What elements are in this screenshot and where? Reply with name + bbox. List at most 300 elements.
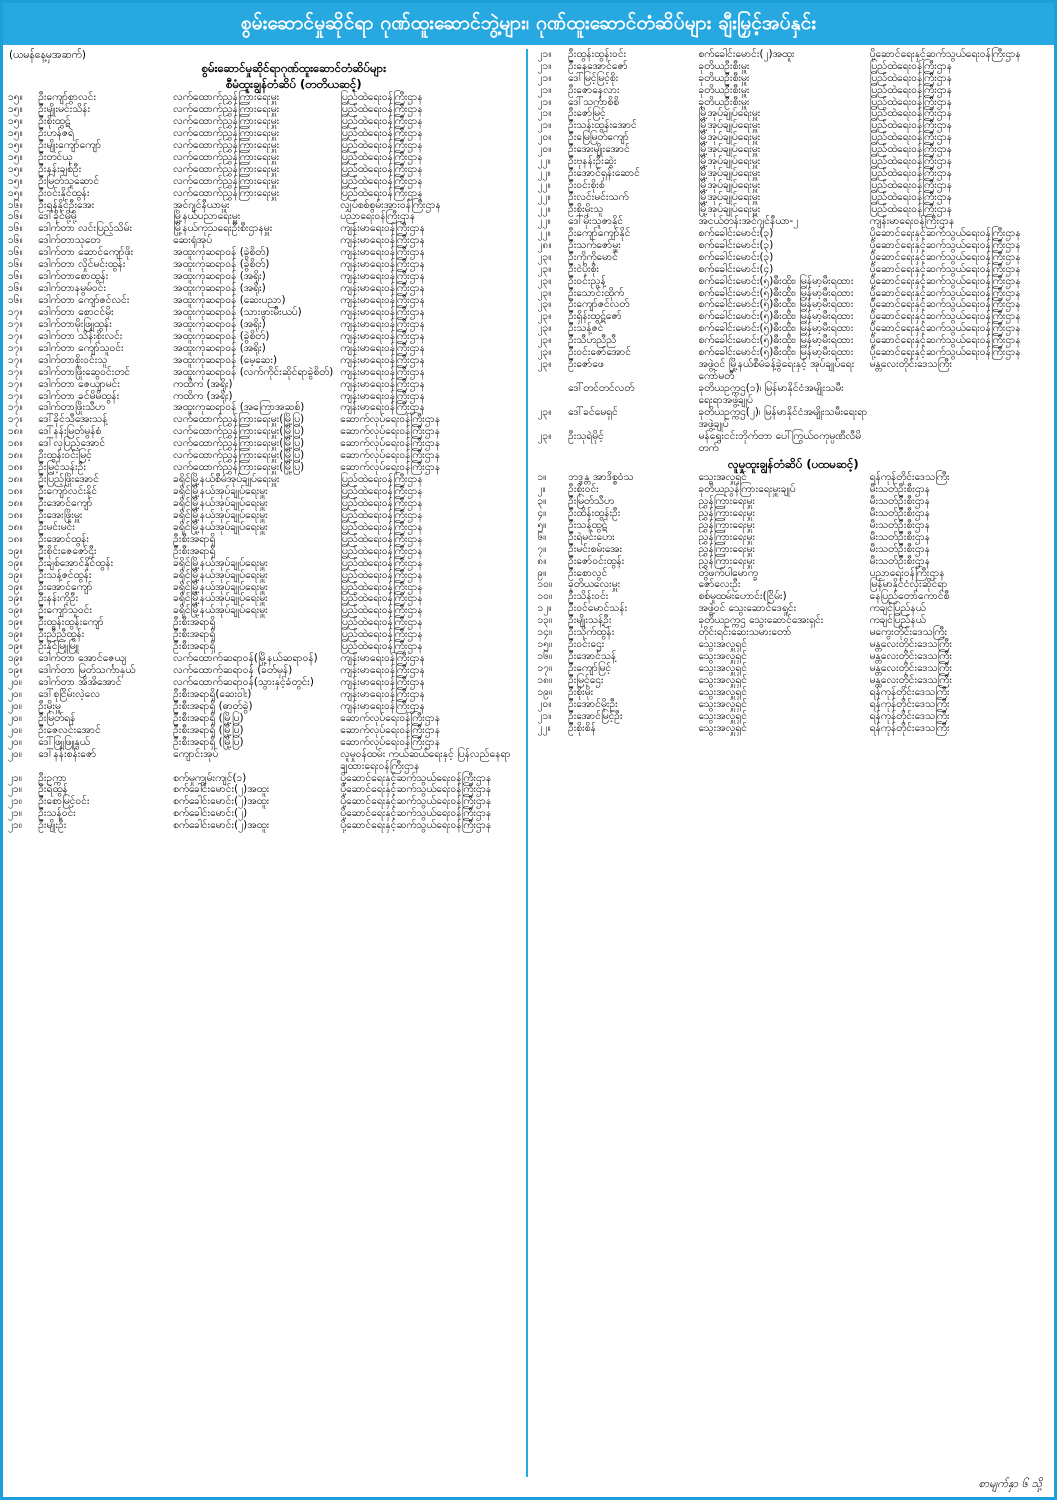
recipient-department: မီးသတ်ဦးစီးဌာန bbox=[869, 542, 931, 555]
row-number: ၁၀။ bbox=[537, 590, 553, 603]
recipient-name: ဒေါက်တာ စောငင်မိုး bbox=[38, 305, 114, 318]
table-row bbox=[8, 725, 520, 737]
table-row bbox=[538, 723, 1050, 735]
table-row bbox=[538, 192, 1050, 204]
row-number: ၂။ bbox=[537, 482, 546, 495]
recipient-department: ပြည်ထဲရေးဝန်ကြီးဌာန bbox=[869, 131, 953, 144]
recipient-name: ဦးမျိုးသန့်ဦး bbox=[568, 614, 612, 627]
recipient-name: ဦးသန့်ဇင် bbox=[568, 322, 604, 335]
recipient-position: ခရိုင်မြို့နယ်အုပ်ချုပ်ရေးမှူး bbox=[173, 580, 268, 593]
recipient-name: ဦးအေးဖြိုးမှူး bbox=[38, 508, 83, 521]
row-number: ၂၃။ bbox=[537, 310, 552, 323]
recipient-department: ကျန်းမာရေးဝန်ကြီးဌာန bbox=[340, 317, 425, 330]
recipient-position: စက်ခေါင်းမောင်း(၅)ဓီးထိုး၊ မြန်မာ့မီးရထား bbox=[698, 310, 854, 323]
row-number: ၁၅။ bbox=[537, 638, 553, 651]
recipient-name: ဦးဝင်းနိုင်ထွန်း bbox=[38, 186, 90, 199]
recipient-position: စက်ခေါင်းမောင်း(၃) bbox=[698, 226, 774, 239]
recipient-position: စက်ခေါင်းမောင်း(၅)ဓီးထိုး၊ မြန်မာ့မီးရထား bbox=[698, 286, 854, 299]
recipient-position: စက်ခေါင်းမောင်း(၂)အထူး bbox=[173, 783, 270, 796]
recipient-department: ပြည်ထဲရေးဝန်ကြီးဌာန bbox=[869, 95, 953, 108]
row-number: ၁၇။ bbox=[8, 329, 23, 342]
recipient-department: ကျန်းမာရေးဝန်ကြီးဌာန bbox=[340, 365, 425, 378]
recipient-name: ဦးကျော်သူဝင်း bbox=[38, 604, 93, 617]
recipient-position: ခုတိယဦးစီးမှူး bbox=[698, 71, 750, 84]
table-row bbox=[538, 484, 1050, 496]
recipient-name: ဦးနန်းချစ်ဦး bbox=[38, 162, 82, 175]
recipient-name: ဒေါ်ခိုင်သီအေးသန့် bbox=[38, 413, 108, 426]
recipient-name: ဦးကျော်လင်းနိုင် bbox=[38, 485, 98, 498]
row-number: ၂၂။ bbox=[537, 167, 551, 180]
recipient-position: ခရိုင်မြို့နယ်အုပ်ချုပ်ရေးမှူး bbox=[173, 592, 268, 605]
recipient-position: ခရိုင်မြို့နယ်အုပ်ချုပ်ရေးမှူး bbox=[173, 556, 268, 569]
recipient-position: စက်ခေါင်းမောင်း(၅)ဓီးထိုး၊ မြန်မာ့မီးရထား bbox=[698, 274, 854, 287]
recipient-name: ဒေါက်တာဖြိုးသီဟ bbox=[38, 401, 106, 414]
row-number: ၂၀။ bbox=[8, 687, 22, 700]
recipient-position: အထူးကုဆရာဝန် (အရိုး) bbox=[173, 282, 266, 295]
recipient-department: ရန်ကုန်တိုင်းဒေသကြီး bbox=[869, 721, 950, 734]
recipient-position: လက်ထောက်ဆရာဝန် (ခတ်မှန်) bbox=[173, 664, 293, 677]
recipient-name: ဒေါက်တာဖြိုးဆွေဝင်းတင် bbox=[38, 365, 131, 378]
recipient-position: မြို့အုပ်ချုပ်ရေးမှူး bbox=[698, 143, 761, 156]
recipient-position: သွေးအလှူရှင် bbox=[698, 709, 747, 722]
recipient-department: ပို့ဆောင်ရေးနှင့်ဆက်သွယ်ရေးဝန်ကြီးဌာန bbox=[869, 250, 1021, 263]
row-number: ၁၆။ bbox=[537, 650, 553, 663]
recipient-department: ရန်ကုန်တိုင်းဒေသကြီး bbox=[869, 697, 950, 710]
recipient-name: ဦးမျိုးဦး bbox=[38, 819, 67, 832]
recipient-position: ဦးစီးအရာရှိ (မြို့ပြ) bbox=[173, 711, 244, 724]
recipient-department: လျှပ်စစ်စွမ်းအားဝန်ကြီးဌာန bbox=[340, 198, 441, 211]
recipient-position: အထူးကုဆရာဝန် (လက်ကိုင်းဆိုင်ရာခွဲစိတ်) bbox=[173, 365, 334, 378]
recipient-position: အထူးကုဆရာဝန် (အရိုး) bbox=[173, 341, 266, 354]
row-number: ၁၈။ bbox=[8, 425, 23, 438]
row-number: ၁၀။ bbox=[537, 578, 553, 591]
recipient-position: လက်ထောက်ညွှန်ကြားရေးမှူး(မြို့ပြ) bbox=[173, 413, 305, 426]
recipient-name: ဦးစိုးမိုး bbox=[568, 685, 594, 698]
table-row bbox=[8, 522, 520, 534]
table-row bbox=[8, 152, 520, 164]
recipient-name: ဒေါ်လှပြည့်အောင် bbox=[38, 437, 106, 450]
recipient-department: ကျန်းမာရေးဝန်ကြီးဌာန bbox=[340, 258, 425, 271]
recipient-department: ပြည်ထဲရေးဝန်ကြီးဌာန bbox=[340, 114, 423, 127]
recipient-department: ဆောက်လုပ်ရေးဝန်ကြီးဌာန bbox=[340, 711, 441, 724]
recipient-department: ကျန်းမာရေးဝန်ကြီးဌာန bbox=[340, 687, 425, 700]
recipient-department: မကွေးတိုင်းဒေသကြီး bbox=[869, 626, 948, 639]
recipient-department: မန္တလေးတိုင်းဒေသကြီး bbox=[869, 358, 953, 371]
table-row bbox=[538, 359, 1050, 383]
row-number: ၁၇။ bbox=[8, 401, 23, 414]
recipient-name: ဦးတင်ယု bbox=[38, 150, 73, 163]
row-number: ၁၈။ bbox=[8, 461, 23, 474]
row-number: ၁၉။ bbox=[8, 604, 23, 617]
recipient-department: ကျန်းမာရေးဝန်ကြီးဌာန bbox=[340, 305, 425, 318]
recipient-position: ဦးစီးအရာရှိ bbox=[173, 628, 216, 641]
continuation-note: (ယမန်နေ့မှအဆက်) bbox=[9, 48, 87, 61]
recipient-department: ကျန်းမာရေးဝန်ကြီးဌာန bbox=[340, 294, 425, 307]
table-row bbox=[538, 168, 1050, 180]
recipient-position: ဦးစီးအရာရှိ bbox=[173, 616, 216, 629]
recipient-name: ဦးကိုကိုမောင် bbox=[568, 250, 618, 263]
recipient-position: စက်ခေါင်းမောင်း(၂)အထူး bbox=[698, 47, 795, 60]
recipient-department: ကျန်းမာရေးဝန်ကြီးဌာန bbox=[340, 389, 425, 402]
table-row bbox=[8, 367, 520, 379]
recipient-position: လက်ထောက်ညွှန်ကြားရေးမှူး bbox=[173, 114, 280, 127]
recipient-department: ကျန်းမာရေးဝန်ကြီးဌာန bbox=[340, 664, 425, 677]
row-number: ၁၇။ bbox=[8, 317, 23, 330]
row-number: ၁၆။ bbox=[8, 270, 23, 283]
recipient-department: မန္တလေးတိုင်းဒေသကြီး bbox=[869, 662, 953, 675]
table-row bbox=[8, 140, 520, 152]
row-number: ၃။ bbox=[537, 494, 547, 507]
recipient-department: မီးသတ်ဦးစီးဌာန bbox=[869, 482, 931, 495]
row-number: ၂၀။ bbox=[537, 131, 552, 144]
table-row bbox=[538, 252, 1050, 264]
recipient-department: ကျန်းမာရေးဝန်ကြီးဌာန bbox=[340, 341, 425, 354]
recipient-department: မန္တလေးတိုင်းဒေသကြီး bbox=[869, 638, 953, 651]
table-row bbox=[8, 629, 520, 641]
recipient-name: ဦးမြင့်ဌေး bbox=[568, 673, 604, 686]
table-row bbox=[8, 379, 520, 391]
recipient-name: ဦးသိုက်ထွန်း bbox=[568, 626, 615, 639]
recipient-position: လက်ထောက်ညွှန်ကြားရေးမှူး(မြို့ပြ) bbox=[173, 425, 305, 438]
row-number: ၁၆။ bbox=[8, 246, 23, 259]
recipient-department: ပို့ဆောင်ရေးနှင့်ဆက်သွယ်ရေးဝန်ကြီးဌာန bbox=[869, 262, 1021, 275]
recipient-department: ပို့ဆောင်ရေးနှင့်ဆက်သွယ်ရေးဝန်ကြီးဌာန bbox=[869, 47, 1021, 60]
recipient-department bbox=[870, 431, 1049, 455]
recipient-position: စက်ခေါင်းမောင်း(၂)အထူး bbox=[173, 819, 270, 832]
recipient-position: ဇော်လေးဦး bbox=[698, 578, 741, 591]
recipient-name: ဦးထိန်းထွန်းဦး bbox=[568, 506, 621, 519]
table-row bbox=[538, 615, 1050, 627]
recipient-department: ပညာရေးဝန်ကြီးဌာန bbox=[869, 566, 945, 579]
recipient-department: ပြည်ထဲရေးဝန်ကြီးဌာန bbox=[340, 126, 423, 139]
recipient-name: ဦးအေးမျိုးအောင် bbox=[568, 143, 630, 156]
recipient-position: ဆေးရုံအုပ် bbox=[173, 234, 213, 247]
recipient-name: ဦးအောင်ကျော် bbox=[38, 580, 93, 593]
recipient-name: ဦးထွန်းထွန်းဝင်း bbox=[568, 47, 627, 60]
row-number: ၇။ bbox=[537, 542, 547, 555]
row-number: ၁၅။ bbox=[8, 103, 23, 116]
recipient-position: ကျောင်းအုပ် bbox=[173, 747, 219, 760]
recipient-department: ပြည်ထဲရေးဝန်ကြီးဌာန bbox=[340, 508, 423, 521]
recipient-name: ဒေါက်တာ လင်းပြည့်သိမ်း bbox=[38, 222, 133, 235]
recipient-position: ခုတိယဦးစီးမှူး bbox=[698, 95, 750, 108]
recipient-position: လက်ထောက်ညွှန်ကြားရေးမှူး bbox=[173, 138, 280, 151]
table-row bbox=[538, 228, 1050, 240]
recipient-position: ခရိုင်မြို့နယ်အုပ်ချုပ်ရေးမှူး bbox=[173, 508, 268, 521]
recipient-name: ဦးသန်းထွန်းအောင် bbox=[568, 119, 637, 132]
row-number: ၁၆။ bbox=[8, 234, 23, 247]
recipient-department: ကချင်ပြည်နယ် bbox=[869, 602, 926, 615]
recipient-position: ခရိုင်မြို့နယ်အုပ်ချုပ်ရေးမှူး bbox=[173, 520, 268, 533]
recipient-department: မြန်မာနိုင်ငံလုံးဆိုင်ရာ bbox=[869, 578, 948, 591]
row-number: ၂၀။ bbox=[537, 697, 552, 710]
table-row bbox=[8, 188, 520, 200]
recipient-position: တိုင်းရင်းဆေးသမားတော် bbox=[698, 626, 792, 639]
recipient-name: ဦးမြတ်သူဆောင် bbox=[38, 174, 100, 187]
recipient-name: ဒေါက်တာစိုးဝင်းသူ bbox=[38, 353, 108, 366]
row-number: ၂၁။ bbox=[537, 59, 552, 72]
recipient-department: ပြည်ထဲရေးဝန်ကြီးဌာန bbox=[340, 186, 423, 199]
recipient-department: ဆောက်လုပ်ရေးဝန်ကြီးဌာန bbox=[340, 413, 441, 426]
row-number: ၉။ bbox=[537, 566, 547, 579]
recipient-position: ညွှန်ကြားရေးမှူး bbox=[698, 530, 756, 543]
recipient-position: အဖွဲ့ဝင် မြို့နယ်စီမံခန့်ခွဲရေးနှင့် အုပ်ချုပ်ရေးကော်မတီ bbox=[698, 358, 855, 383]
recipient-name: ဒေါက်တာသုတေ bbox=[38, 234, 101, 247]
recipient-position: ညွှန်ကြားရေးမှူး bbox=[698, 506, 756, 519]
awards-table-left bbox=[8, 92, 520, 832]
recipient-position: လက်ထောက်ညွှန်ကြားရေးမှူး bbox=[173, 174, 280, 187]
recipient-position: သွေးအလှူရှင် bbox=[698, 697, 747, 710]
recipient-name: ဦးစောလွင် bbox=[568, 566, 608, 579]
recipient-position: မြို့နယ်ကုသရေးဦးစီးဌာနမှူး bbox=[173, 222, 273, 235]
recipient-department: ပြည်ထဲရေးဝန်ကြီးဌာန bbox=[340, 138, 423, 151]
recipient-name: ဘဒ္ဒန္တ အာဒိစ္စဝံသ bbox=[568, 471, 634, 484]
recipient-position: ခရိုင်မြို့နယ်အုပ်ချုပ်ရေးမှူး bbox=[173, 485, 268, 498]
recipient-department: ရန်ကုန်တိုင်းဒေသကြီး bbox=[869, 471, 950, 484]
recipient-position: လက်ထောက်ညွှန်ကြားရေးမှူး bbox=[173, 162, 280, 175]
recipient-position: သွေးအလှူရှင် bbox=[698, 685, 747, 698]
recipient-name: ဒေါ်ခင်မေရှင် bbox=[568, 405, 618, 418]
recipient-department: ပြည်ထဲရေးဝန်ကြီးဌာန bbox=[340, 174, 423, 187]
table-row bbox=[538, 97, 1050, 109]
recipient-department: ကျန်းမာရေးဝန်ကြီးဌာန bbox=[340, 652, 425, 665]
recipient-department: ပြည်ထဲရေးဝန်ကြီးဌာန bbox=[869, 59, 953, 72]
recipient-department: ပို့ဆောင်ရေးနှင့်ဆက်သွယ်ရေးဝန်ကြီးဌာန bbox=[869, 226, 1021, 239]
recipient-position: မြို့အုပ်ချုပ်ရေးမှူး bbox=[698, 107, 761, 120]
recipient-position: ခုတိယဥက္ကဌ(၂)၊ မြန်မာနိုင်ငံအမျိုးသမီးရေးရာအဖွဲ့ချုပ် bbox=[698, 405, 868, 430]
row-number: ၁၈။ bbox=[8, 437, 23, 450]
recipient-position: မြို့အုပ်ချုပ်ရေးမှူး bbox=[698, 131, 761, 144]
recipient-position: ဦးစီးအရာရှိ (ဓာတ်ခွဲ) bbox=[173, 699, 253, 712]
recipient-position: ခုတိယဦးစီးမှူး bbox=[698, 59, 750, 72]
row-number: ၁၃။ bbox=[537, 614, 553, 627]
row-number: ၂၃။ bbox=[537, 250, 552, 263]
recipient-name: ဦးဥက္ကာ bbox=[38, 771, 67, 784]
row-number: ၁၆။ bbox=[8, 222, 23, 235]
recipient-name: ဒေါ်ခိုင်မို့မို့ bbox=[38, 210, 77, 223]
recipient-position: အဖွဲ့ဝင် သွေးဆောင်ဒေရှုင်း bbox=[698, 602, 797, 615]
recipient-position: စက်ခေါင်းမောင်း(၅)ဓီးထိုး၊ မြန်မာ့မီးရထား bbox=[698, 322, 854, 335]
recipient-name: ဦးနိုင်မြူမြူ bbox=[38, 640, 79, 653]
recipient-name: ခုတိယလေးမှူး bbox=[568, 578, 621, 591]
row-number: ၁၉။ bbox=[8, 616, 23, 629]
row-number: ၂၀။ bbox=[537, 143, 552, 156]
recipient-department: မီးသတ်ဦးစီးဌာန bbox=[869, 530, 931, 543]
recipient-department: ပြည်ထဲရေးဝန်ကြီးဌာန bbox=[340, 473, 423, 486]
recipient-department: ပို့ဆောင်ရေးနှင့်ဆက်သွယ်ရေးဝန်ကြီးဌာန bbox=[869, 298, 1021, 311]
recipient-department: ကျန်းမာရေးဝန်ကြီးဌာန bbox=[340, 676, 425, 689]
recipient-position: စက်ခေါင်းမောင်း(၂)အထူး bbox=[173, 795, 270, 808]
recipient-position: ဦးစီးအရာရှိ bbox=[173, 532, 216, 545]
recipient-position: လက်ထောက်ညွှန်ကြားရေးမှူး bbox=[173, 103, 280, 116]
row-number: ၁၅။ bbox=[8, 91, 23, 104]
recipient-name: ဦးထွန်းဝင်းမြင့် bbox=[38, 449, 92, 462]
recipient-name: ဦးသောင်းထိုက် bbox=[568, 286, 625, 299]
recipient-position: ဦးစီးအရာရှိ (မြို့ပြ) bbox=[173, 723, 244, 736]
recipient-department: ပြည်ထဲရေးဝန်ကြီးဌာန bbox=[869, 202, 953, 215]
recipient-name: ဒေါက်တာ မြတ်သင်္ကာနှယ် bbox=[38, 664, 136, 677]
awards-table-right-part1 bbox=[538, 49, 1050, 455]
recipient-position: စက်ခေါင်းမောင်း(၄) bbox=[698, 262, 774, 275]
row-number: ၂၁။ bbox=[8, 783, 22, 796]
recipient-department: ပြည်ထဲရေးဝန်ကြီးဌာန bbox=[869, 71, 953, 84]
row-number: ၂၃။ bbox=[537, 346, 552, 359]
row-number: ၁၅။ bbox=[8, 186, 23, 199]
recipient-department: ရန်ကုန်တိုင်းဒေသကြီး bbox=[869, 709, 950, 722]
recipient-position: စက်ခေါင်းမောင်း(၂) bbox=[173, 807, 248, 820]
recipient-name: ဦးသန့်ဇင်ထွန်း bbox=[38, 568, 92, 581]
recipient-name: ဦးအောင်သန့် bbox=[568, 650, 617, 663]
row-number: ၂၁။ bbox=[537, 47, 552, 60]
recipient-department bbox=[870, 407, 1049, 431]
row-number: ၂၃။ bbox=[537, 286, 552, 299]
recipient-position: အထူးကုဆရာဝန် (ခွဲစိတ်) bbox=[173, 258, 270, 271]
table-row bbox=[538, 383, 1050, 407]
row-number: ၂၁။ bbox=[537, 95, 552, 108]
row-number: ၂၂။ bbox=[537, 226, 551, 239]
recipient-position: မြို့အုပ်ချုပ်ရေးမှူး bbox=[698, 155, 761, 168]
recipient-name: ဒေါ်ဖြူဖြူနွယ် bbox=[38, 735, 90, 748]
recipient-department: ပြည်ထဲရေးဝန်ကြီးဌာန bbox=[340, 496, 423, 509]
awards-table-right-part2 bbox=[538, 472, 1050, 735]
row-number: ၂၃။ bbox=[537, 322, 552, 335]
recipient-name: ဦးဝင်းညွန့် bbox=[568, 274, 606, 287]
recipient-position: လက်ထောက်ဆရာဝန်(သွားနှင့်ခံတွင်း) bbox=[173, 676, 314, 689]
row-number: ၁၉။ bbox=[8, 664, 23, 677]
recipient-department: ပို့ဆောင်ရေးနှင့်ဆက်သွယ်ရေးဝန်ကြီးဌာန bbox=[869, 310, 1021, 323]
recipient-department: မန္တလေးတိုင်းဒေသကြီး bbox=[869, 650, 953, 663]
recipient-department: နေပြည်တော်ကောင်စီ bbox=[869, 590, 950, 603]
recipient-position: မြို့အုပ်ချုပ်ရေးမှူး bbox=[698, 202, 761, 215]
recipient-position: မြို့အုပ်ချုပ်ရေးမှူး bbox=[698, 167, 761, 180]
section-heading-line1: စွမ်းဆောင်မှုဆိုင်ရာဂုဏ်ထူးဆောင်တံဆိပ်များ bbox=[201, 61, 386, 76]
section-heading-social-medal: လူမှုထူးချွန်တံဆိပ် (ပထမဆင့်) bbox=[727, 456, 859, 471]
recipient-name: ဦးမြတ်ရန် bbox=[38, 711, 76, 724]
row-number: ၁၈။ bbox=[8, 532, 23, 545]
recipient-department: ပညာရေးဝန်ကြီးဌာန bbox=[340, 210, 416, 223]
recipient-name: ဦးနန်းကိုဦး bbox=[38, 592, 79, 605]
recipient-name: ဒေါ်နန်းစန်းဇော် bbox=[38, 747, 97, 760]
recipient-department: ကချင်ပြည်နယ် bbox=[869, 614, 926, 627]
row-number: ၂၃။ bbox=[537, 298, 552, 311]
row-number: ၁၉။ bbox=[8, 568, 23, 581]
row-number: ၁၉။ bbox=[8, 628, 23, 641]
row-number: ၁။ bbox=[537, 471, 547, 484]
recipient-department: ပြည်ထဲရေးဝန်ကြီးဌာန bbox=[869, 107, 953, 120]
recipient-position: သွေးအလှူရှင် bbox=[698, 721, 747, 734]
recipient-name: ဒေါက်တာ ကျော်ဇင်လင်း bbox=[38, 294, 130, 307]
recipient-position: ကထိက (အရိုး) bbox=[173, 389, 233, 402]
table-row bbox=[538, 627, 1050, 639]
recipient-name: ဦးနေအောင်ဇော် bbox=[568, 59, 628, 72]
row-number: ၁၅။ bbox=[8, 126, 23, 139]
recipient-department: ပြည်ထဲရေးဝန်ကြီးဌာန bbox=[340, 628, 423, 641]
row-number: ၂၂။ bbox=[537, 191, 551, 204]
recipient-department: ဆောက်လုပ်ရေးဝန်ကြီးဌာန bbox=[340, 449, 441, 462]
recipient-name: ဦးအောင်မြင့်ဦး bbox=[568, 709, 623, 722]
recipient-department: ကျန်းမာရေးဝန်ကြီးဌာန bbox=[869, 214, 955, 227]
recipient-department: ပြည်ထဲရေးဝန်ကြီးဌာန bbox=[340, 568, 423, 581]
recipient-department: ဆောက်လုပ်ရေးဝန်ကြီးဌာန bbox=[340, 723, 441, 736]
table-row bbox=[8, 546, 520, 558]
row-number bbox=[538, 383, 569, 407]
recipient-department: ပြည်ထဲရေးဝန်ကြီးဌာန bbox=[340, 532, 423, 545]
recipient-name: ဦးမိုးမှူ bbox=[38, 699, 61, 712]
table-row bbox=[8, 355, 520, 367]
row-number: ၁၆။ bbox=[8, 198, 23, 211]
row-number: ၁၈။ bbox=[8, 520, 23, 533]
recipient-department: လူမှုဝန်ထမ်း ကယ်ဆယ်ရေးနှင့် ပြန်လည်နေရာချထားရေးဝန်ကြီးဌာန bbox=[340, 747, 511, 772]
row-number: ၆။ bbox=[537, 530, 547, 543]
recipient-name: ဒေါက်တာ အောင်ဇေယျ bbox=[38, 652, 127, 665]
recipient-position: ညွှန်ကြားရေးမှူး bbox=[698, 518, 756, 531]
table-row bbox=[8, 570, 520, 582]
recipient-position: စက်ခေါင်းမောင်း(၅)ဓီးထိုး၊ မြန်မာ့မီးရထား bbox=[698, 334, 854, 347]
recipient-department: မီးသတ်ဦးစီးဌာန bbox=[869, 518, 931, 531]
table-row bbox=[538, 73, 1050, 85]
recipient-name: ဦးမျိုးကျော်ကျော် bbox=[38, 138, 102, 151]
row-number: ၁၉။ bbox=[537, 685, 553, 698]
row-number: ၂၂။ bbox=[537, 721, 551, 734]
table-row bbox=[538, 264, 1050, 276]
recipient-department: ပြည်ထဲရေးဝန်ကြီးဌာန bbox=[340, 544, 423, 557]
recipient-position: စစ်မှုထမ်းဟောင်း(ငြိမ်း) bbox=[698, 590, 787, 603]
recipient-name: ဦးမျိုးမင်းသိန်း bbox=[38, 103, 91, 116]
recipient-department: ဆောက်လုပ်ရေးဝန်ကြီးဌာန bbox=[340, 735, 441, 748]
recipient-position: မြို့နယ်ပညာရေးမှူး bbox=[173, 210, 241, 223]
row-number: ၅။ bbox=[537, 518, 547, 531]
recipient-name: ဦးဇော်မြင့် bbox=[568, 107, 606, 120]
recipient-position: အထူးကုဆရာဝန် (အရိုး) bbox=[173, 270, 266, 283]
recipient-name: ဦးမြေမြတ်ကျော် bbox=[568, 131, 629, 144]
table-row bbox=[538, 61, 1050, 73]
recipient-position: ခရိုင်မြို့နယ်အုပ်ချုပ်ရေးမှူး bbox=[173, 496, 268, 509]
table-row bbox=[538, 544, 1050, 556]
row-number: ၂၃။ bbox=[537, 405, 552, 418]
table-row bbox=[8, 713, 520, 725]
recipient-department: ပို့ဆောင်ရေးနှင့်ဆက်သွယ်ရေးဝန်ကြီးဌာန bbox=[340, 783, 492, 796]
recipient-position: လက်ထောက်ညွှန်ကြားရေးမှူး bbox=[173, 150, 280, 163]
recipient-name: ဒေါ်စုငြိမ်းလဲ့လေ bbox=[38, 687, 101, 700]
recipient-name: ဦးရန်နိုင်ဦးအေး bbox=[38, 198, 95, 211]
recipient-name: ဒေါ်နန်းမြတ်မွန်စံ bbox=[38, 425, 102, 438]
recipient-department: ကျန်းမာရေးဝန်ကြီးဌာန bbox=[340, 401, 425, 414]
table-row bbox=[8, 534, 520, 546]
recipient-name: ဒေါက်တာ ကျော်သူဝင်း bbox=[38, 341, 124, 354]
row-number: ၁၆။ bbox=[8, 282, 23, 295]
table-row bbox=[8, 558, 520, 570]
recipient-name: ဒေါ်မိုးသူဇာနိုင် bbox=[568, 214, 624, 227]
recipient-position: စက်ခေါင်းမောင်း(၅)ဓီးထိုး၊ မြန်မာ့မီးရထား bbox=[698, 298, 854, 311]
row-number: ၂၀။ bbox=[8, 711, 22, 724]
recipient-department: ပြည်ထဲရေးဝန်ကြီးဌာန bbox=[869, 179, 953, 192]
recipient-name: ဦးသန့်ထွဋ် bbox=[568, 518, 608, 531]
recipient-department: မီးသတ်ဦးစီးဌာန bbox=[869, 506, 931, 519]
recipient-department: ပြည်ထဲရေးဝန်ကြီးဌာန bbox=[869, 119, 953, 132]
recipient-position: စက်မှုကျွမ်းကျင်(၁) bbox=[173, 771, 247, 784]
table-row bbox=[8, 701, 520, 713]
row-number: ၁၂။ bbox=[537, 602, 552, 615]
table-row bbox=[538, 556, 1050, 568]
row-number: ၂၂။ bbox=[537, 202, 551, 215]
recipient-department: ပို့ဆောင်ရေးနှင့်ဆက်သွယ်ရေးဝန်ကြီးဌာန bbox=[869, 322, 1021, 335]
recipient-department: မန္တလေးတိုင်းဒေသကြီး bbox=[869, 673, 953, 686]
recipient-name: ဦးကျော်မြင့် bbox=[568, 662, 612, 675]
recipient-name: ဒေါက်တာမိုးဖြူထွန်း bbox=[38, 317, 112, 330]
right-column bbox=[530, 49, 1050, 1477]
row-number: ၁၈။ bbox=[8, 449, 23, 462]
row-number: ၁၈။ bbox=[8, 473, 23, 486]
